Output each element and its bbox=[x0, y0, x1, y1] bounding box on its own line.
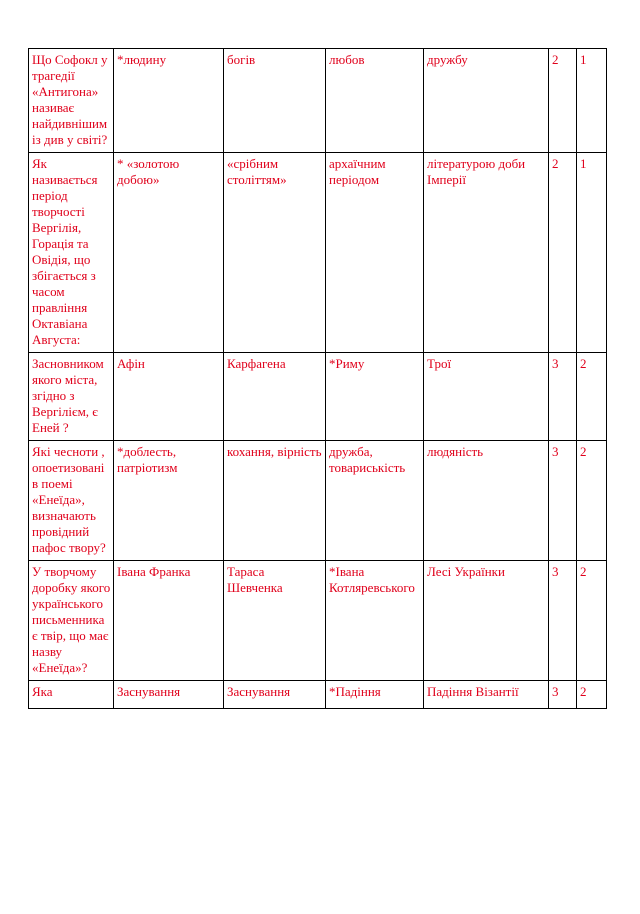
question-cell: Що Софокл у трагедії «Антигона» називає найдивнішим із див у світі? bbox=[29, 49, 114, 153]
answer-option-d: Падіння Візантії bbox=[424, 681, 549, 709]
answer-option-d: Лесі Українки bbox=[424, 561, 549, 681]
difficulty-level-cell: 3 bbox=[549, 353, 577, 441]
answer-option-c: архаїчним періодом bbox=[326, 153, 424, 353]
question-cell: Як називається період творчості Вергілія, Горація та Овідія, що збігається з часом правління Октавіана Августа: bbox=[29, 153, 114, 353]
table-row bbox=[29, 49, 607, 153]
difficulty-level-cell: 3 bbox=[549, 441, 577, 561]
answer-option-a: * «золотою добою» bbox=[114, 153, 224, 353]
points-cell: 2 bbox=[577, 681, 607, 709]
table-row bbox=[29, 353, 607, 441]
answer-option-b: Заснування bbox=[224, 681, 326, 709]
question-cell: Яка bbox=[29, 681, 114, 709]
difficulty-level-cell: 3 bbox=[549, 681, 577, 709]
answer-option-a: *людину bbox=[114, 49, 224, 153]
answer-option-c: *Риму bbox=[326, 353, 424, 441]
answer-option-c: *Падіння bbox=[326, 681, 424, 709]
answer-option-a: Івана Франка bbox=[114, 561, 224, 681]
points-cell: 2 bbox=[577, 441, 607, 561]
answer-option-c: любов bbox=[326, 49, 424, 153]
table-row bbox=[29, 441, 607, 561]
points-cell: 1 bbox=[577, 49, 607, 153]
difficulty-level-cell: 2 bbox=[549, 153, 577, 353]
answer-option-d: літературою доби Імперії bbox=[424, 153, 549, 353]
answer-option-b: Тараса Шевченка bbox=[224, 561, 326, 681]
answer-option-c: *Івана Котляревського bbox=[326, 561, 424, 681]
question-cell: У творчому доробку якого українського письменника є твір, що має назву «Енеїда»? bbox=[29, 561, 114, 681]
points-cell: 1 bbox=[577, 153, 607, 353]
answer-option-a: Афін bbox=[114, 353, 224, 441]
answer-option-b: кохання, вірність bbox=[224, 441, 326, 561]
answer-option-b: «срібним століттям» bbox=[224, 153, 326, 353]
difficulty-level-cell: 3 bbox=[549, 561, 577, 681]
answer-option-d: дружбу bbox=[424, 49, 549, 153]
table-row bbox=[29, 561, 607, 681]
answer-option-b: Карфагена bbox=[224, 353, 326, 441]
answer-option-c: дружба, товариськість bbox=[326, 441, 424, 561]
answer-option-a: Заснування bbox=[114, 681, 224, 709]
table-row bbox=[29, 153, 607, 353]
answer-option-d: Трої bbox=[424, 353, 549, 441]
answer-option-a: *доблесть, патріотизм bbox=[114, 441, 224, 561]
question-cell: Які чесноти , опоетизовані в поемі «Енеїда», визначають провідний пафос твору? bbox=[29, 441, 114, 561]
quiz-table bbox=[28, 48, 607, 709]
table-row bbox=[29, 681, 607, 709]
answer-option-b: богів bbox=[224, 49, 326, 153]
points-cell: 2 bbox=[577, 353, 607, 441]
difficulty-level-cell: 2 bbox=[549, 49, 577, 153]
points-cell: 2 bbox=[577, 561, 607, 681]
question-cell: Засновником якого міста, згідно з Вергілієм, є Еней ? bbox=[29, 353, 114, 441]
answer-option-d: людяність bbox=[424, 441, 549, 561]
